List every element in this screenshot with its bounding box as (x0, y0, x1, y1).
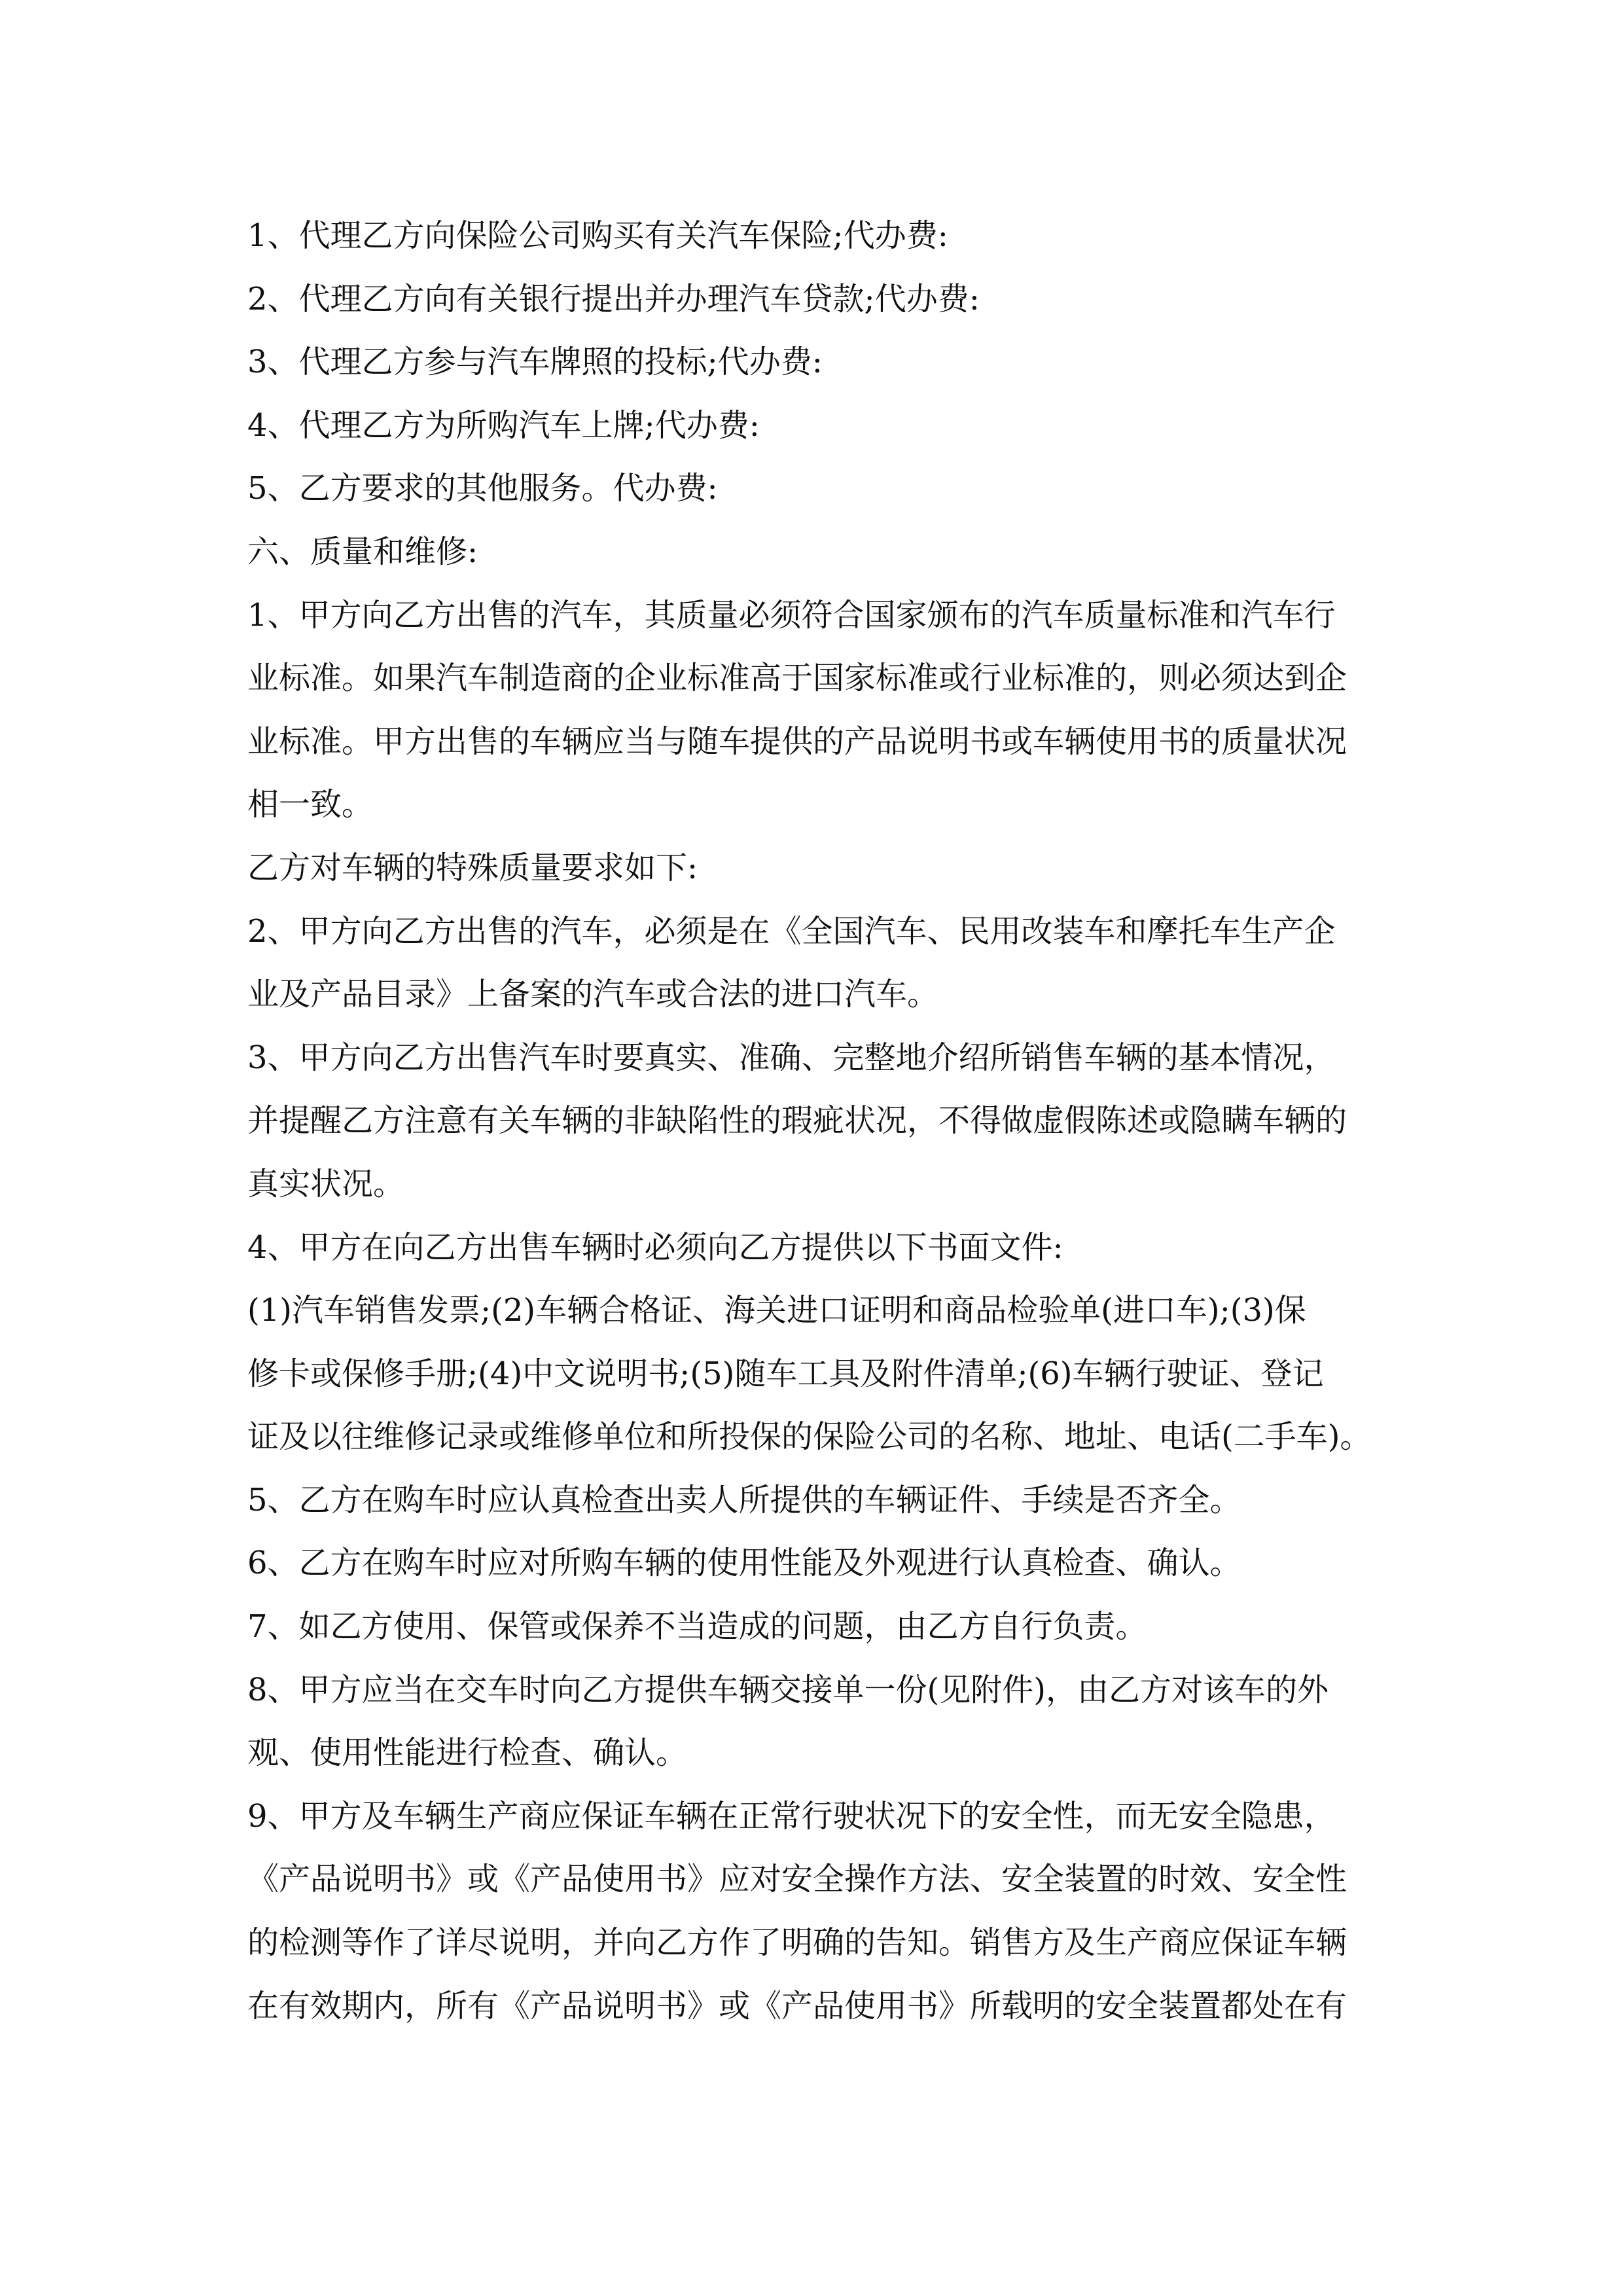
text-line: 真实状况。 (247, 1165, 405, 1202)
text-line: 观、使用性能进行检查、确认。 (247, 1734, 688, 1772)
section-heading: 六、质量和维修: (247, 533, 478, 570)
text-line: 的检测等作了详尽说明，并向乙方作了明确的告知。销售方及生产商应保证车辆 (247, 1924, 1347, 1962)
text-line: 业标准。如果汽车制造商的企业标准高于国家标准或行业标准的，则必须达到企 (247, 660, 1347, 697)
text-line: 修卡或保修手册;(4)中文说明书;(5)随车工具及附件清单;(6)车辆行驶证、登记 (247, 1355, 1324, 1392)
text-line: 乙方对车辆的特殊质量要求如下: (247, 849, 698, 886)
text-line: 并提醒乙方注意有关车辆的非缺陷性的瑕疵状况，不得做虚假陈述或隐瞒车辆的 (247, 1102, 1347, 1139)
text-line: 业及产品目录》上备案的汽车或合法的进口汽车。 (247, 976, 939, 1013)
text-line: 业标准。甲方出售的车辆应当与随车提供的产品说明书或车辆使用书的质量状况 (247, 723, 1347, 760)
text-line: 《产品说明书》或《产品使用书》应对安全操作方法、安全装置的时效、安全性 (247, 1861, 1347, 1898)
text-line: (1)汽车销售发票;(2)车辆合格证、海关进口证明和商品检验单(进口车);(3)保 (247, 1292, 1306, 1329)
text-line: 3、代理乙方参与汽车牌照的投标;代办费: (247, 344, 823, 381)
text-line: 在有效期内，所有《产品说明书》或《产品使用书》所载明的安全装置都处在有 (247, 1987, 1347, 2024)
text-line: 4、代理乙方为所购汽车上牌;代办费: (247, 406, 760, 444)
text-line: 1、代理乙方向保险公司购买有关汽车保险;代办费: (247, 217, 948, 254)
text-line: 5、乙方在购车时应认真检查出卖人所提供的车辆证件、手续是否齐全。 (247, 1481, 1241, 1518)
text-line: 4、甲方在向乙方出售车辆时必须向乙方提供以下书面文件: (247, 1229, 1063, 1266)
text-line: 9、甲方及车辆生产商应保证车辆在正常行驶状况下的安全性，而无安全隐患， (247, 1797, 1336, 1835)
text-line: 7、如乙方使用、保管或保养不当造成的问题，由乙方自行负责。 (247, 1608, 1147, 1645)
text-line: 2、甲方向乙方出售的汽车，必须是在《全国汽车、民用改装车和摩托车生产企 (247, 912, 1336, 950)
text-line: 1、甲方向乙方出售的汽车，其质量必须符合国家颁布的汽车质量标准和汽车行 (247, 596, 1336, 634)
text-line: 3、甲方向乙方出售汽车时要真实、准确、完整地介绍所销售车辆的基本情况， (247, 1039, 1336, 1076)
text-line: 8、甲方应当在交车时向乙方提供车辆交接单一份(见附件)，由乙方对该车的外 (247, 1671, 1329, 1708)
document-body (247, 204, 1386, 2037)
text-line: 5、乙方要求的其他服务。代办费: (247, 470, 718, 507)
text-line: 证及以往维修记录或维修单位和所投保的保险公司的名称、地址、电话(二手车)。 (247, 1418, 1372, 1456)
text-line: 相一致。 (247, 786, 374, 823)
text-line: 6、乙方在购车时应对所购车辆的使用性能及外观进行认真检查、确认。 (247, 1545, 1241, 1582)
text-line: 2、代理乙方向有关银行提出并办理汽车贷款;代办费: (247, 280, 980, 317)
